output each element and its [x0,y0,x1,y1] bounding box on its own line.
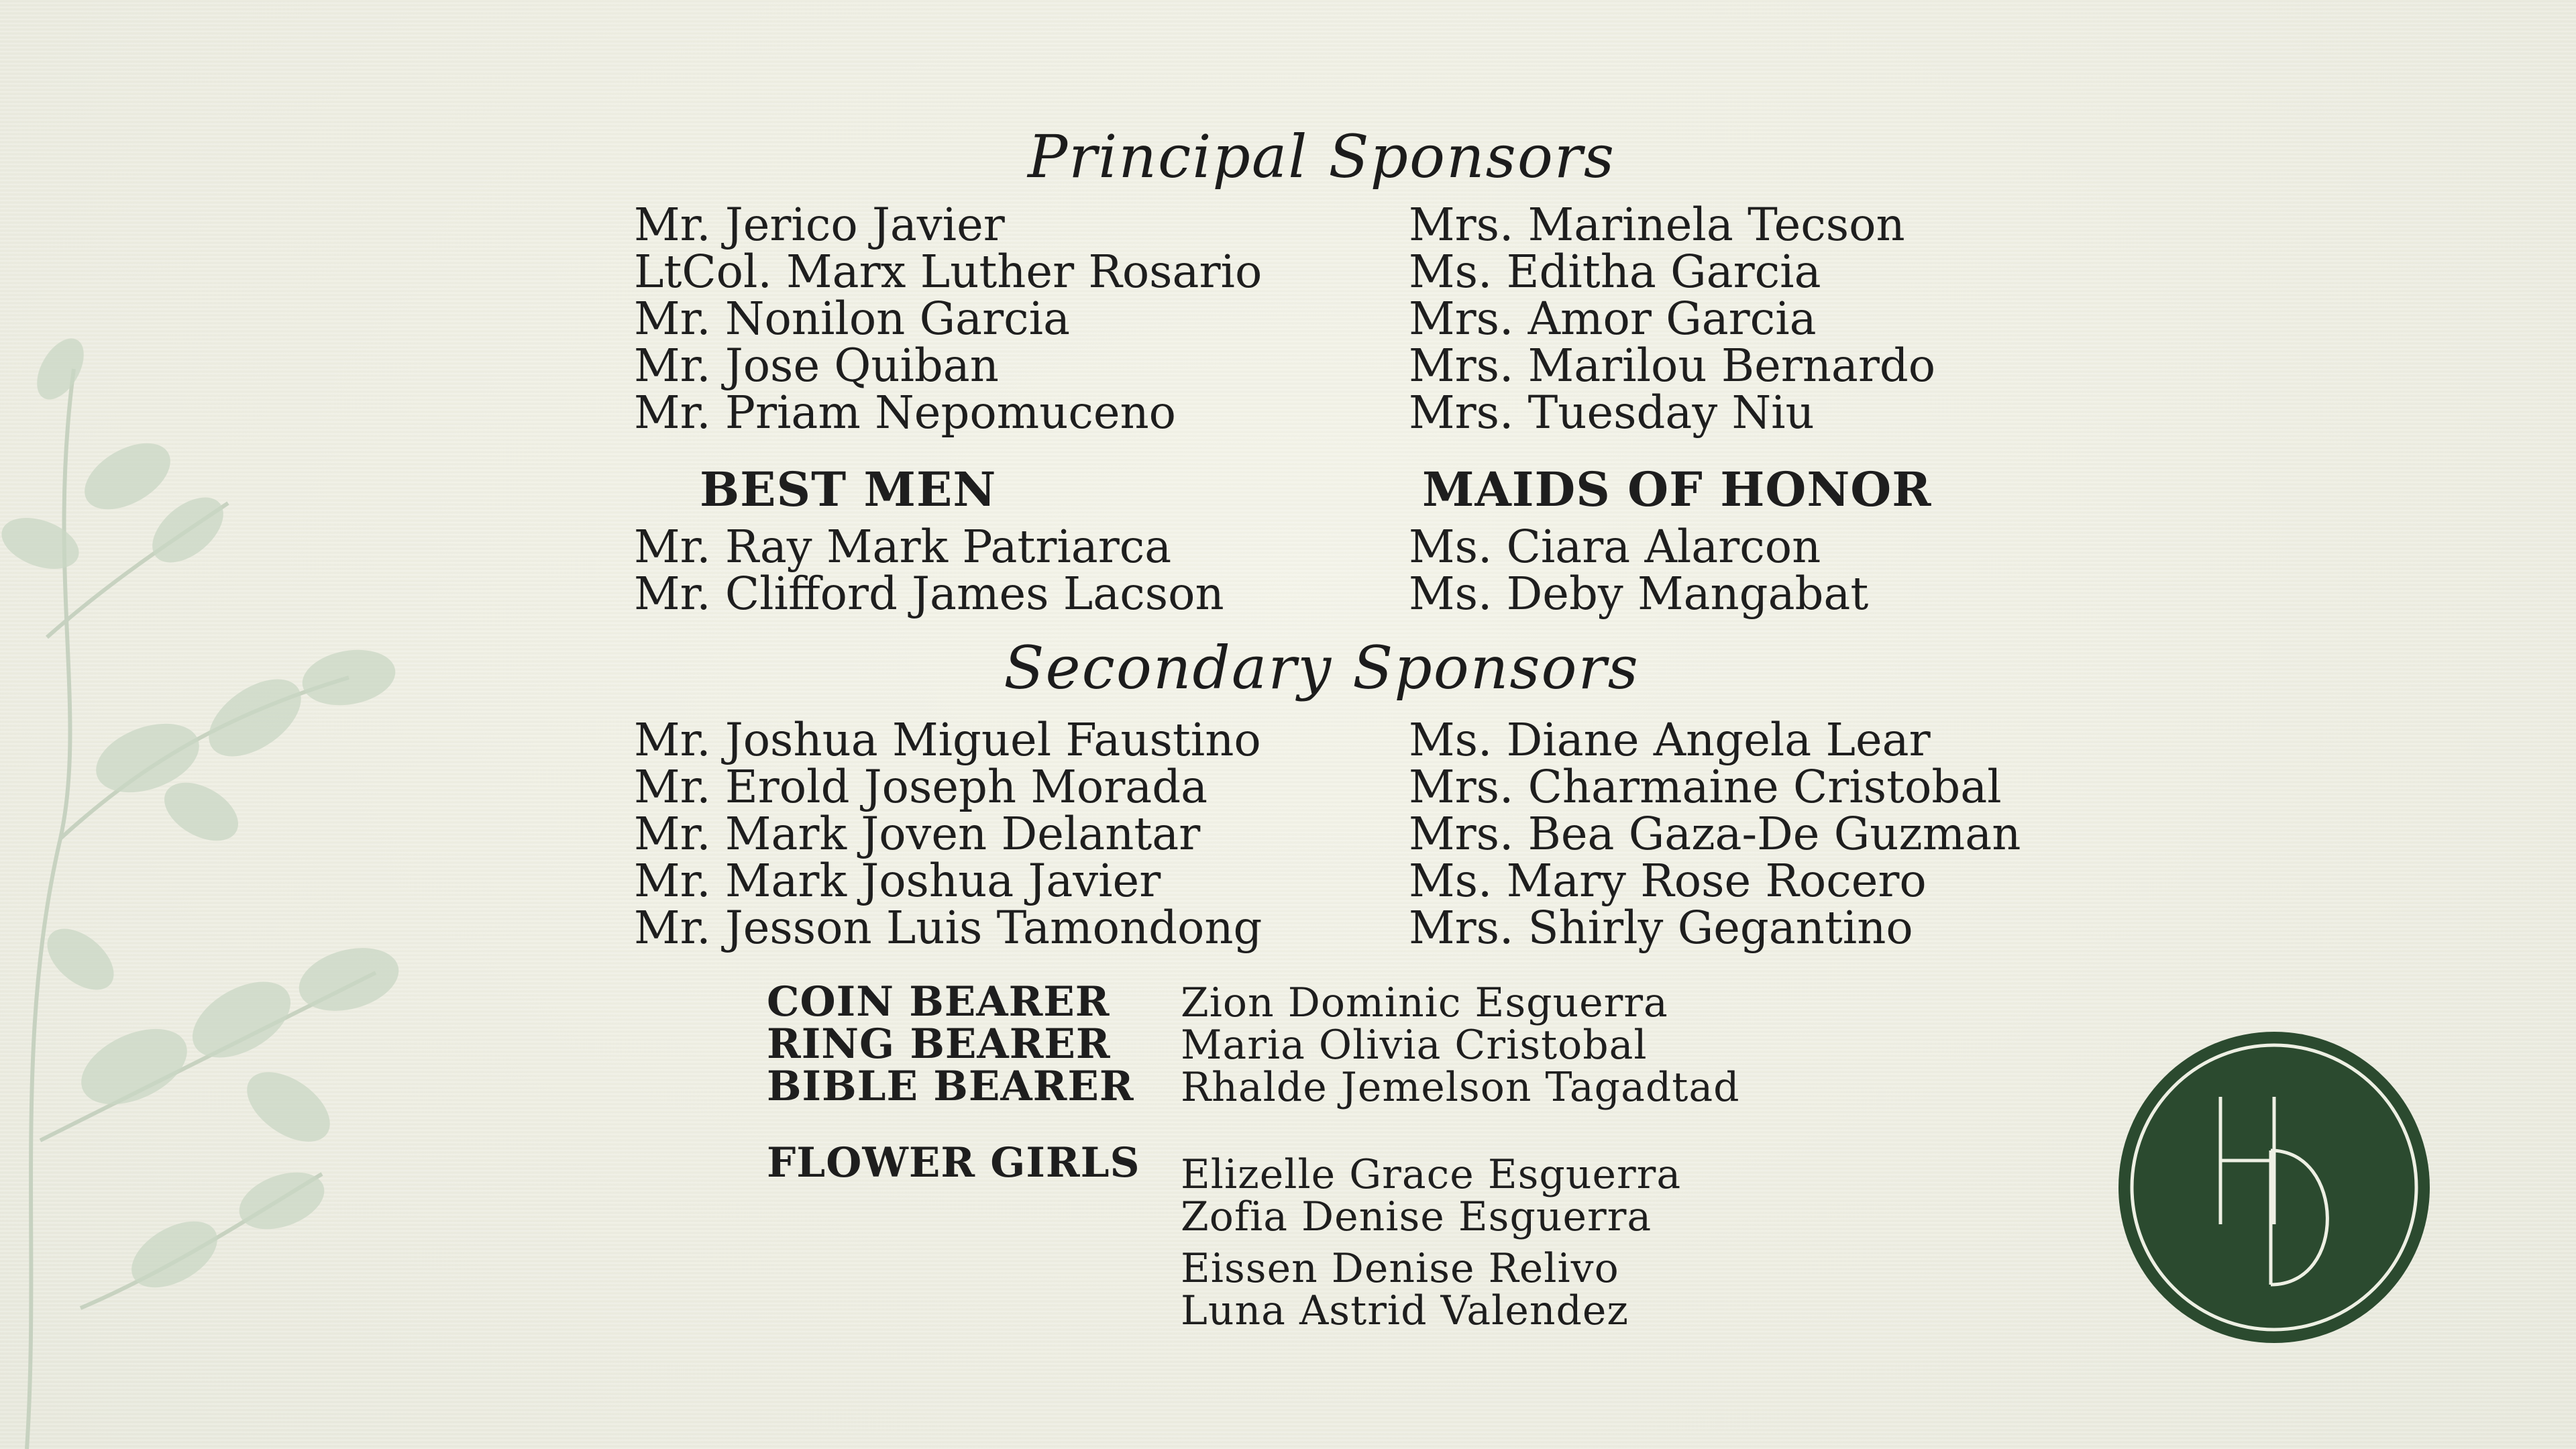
secondary-sponsors-right [1409,714,2021,954]
list-item: Ms. Editha Garcia [1409,246,1821,298]
list-item: Ms. Ciara Alarcon [1409,521,1821,573]
list-item: Mr. Nonilon Garcia [634,292,1071,345]
list-item: Ms. Mary Rose Rocero [1409,855,1927,907]
coin-bearer-label: COIN BEARER [767,978,1110,1026]
maids-of-honor-list [1409,521,1869,620]
list-item: Mr. Ray Mark Patriarca [634,521,1172,573]
hd-monogram-logo [2116,1030,2432,1345]
list-item: Mr. Jesson Luis Tamondong [634,902,1263,954]
list-item: Mr. Erold Joseph Morada [634,761,1208,813]
principal-sponsors-right [1409,199,1936,439]
list-item: Mr. Joshua Miguel Faustino [634,714,1261,766]
list-item: Zofia Denise Esguerra [1181,1193,1652,1240]
best-men-heading: BEST MEN [700,462,997,517]
list-item: Zion Dominic Esguerra [1181,979,1668,1026]
bearer-names [1181,979,1740,1111]
maids-of-honor-heading: MAIDS OF HONOR [1422,462,1932,517]
flower-girls-group-2 [1181,1245,1629,1334]
secondary-sponsors-heading: Secondary Sponsors [1004,633,1640,702]
list-item: Elizelle Grace Esguerra [1181,1151,1682,1198]
list-item: Luna Astrid Valendez [1181,1287,1629,1334]
bible-bearer-label: BIBLE BEARER [767,1063,1134,1110]
list-item: Mr. Jose Quiban [634,339,999,392]
list-item: Mrs. Bea Gaza-De Guzman [1409,808,2021,860]
list-item: Mr. Mark Joven Delantar [634,808,1201,860]
list-item: Eissen Denise Relivo [1181,1245,1619,1292]
list-item: Mrs. Marinela Tecson [1409,199,1905,251]
principal-sponsors-left [634,199,1263,439]
ring-bearer-label: RING BEARER [767,1020,1111,1068]
secondary-sponsors-left [634,714,1263,954]
list-item: Mr. Priam Nepomuceno [634,386,1177,439]
list-item: Mr. Clifford James Lacson [634,568,1224,620]
list-item: Ms. Diane Angela Lear [1409,714,1931,766]
list-item: Ms. Deby Mangabat [1409,568,1869,620]
list-item: Mrs. Amor Garcia [1409,292,1817,345]
list-item: Mrs. Shirly Gegantino [1409,902,1913,954]
eucalyptus-leaves-icon [0,168,550,1449]
flower-girls-label: FLOWER GIRLS [767,1139,1140,1187]
list-item: Rhalde Jemelson Tagadtad [1181,1064,1740,1111]
principal-sponsors-heading: Principal Sponsors [1027,122,1616,191]
list-item: Maria Olivia Cristobal [1181,1022,1648,1069]
list-item: LtCol. Marx Luther Rosario [634,246,1263,298]
bearer-roles [767,978,1134,1110]
flower-girls-group-1 [1181,1151,1682,1240]
list-item: Mrs. Marilou Bernardo [1409,339,1936,392]
best-men-list [634,521,1224,620]
list-item: Mr. Mark Joshua Javier [634,855,1161,907]
list-item: Mr. Jerico Javier [634,199,1005,251]
list-item: Mrs. Charmaine Cristobal [1409,761,2002,813]
list-item: Mrs. Tuesday Niu [1409,386,1815,439]
